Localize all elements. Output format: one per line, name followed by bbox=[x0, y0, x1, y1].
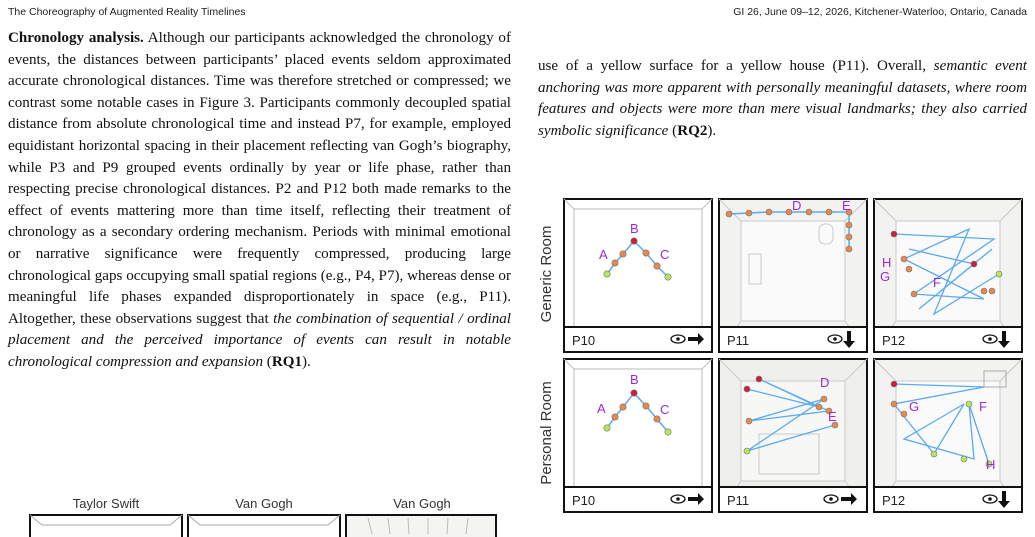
running-header-title: The Choreography of Augmented Reality Timelines bbox=[8, 6, 246, 18]
event-label: A bbox=[599, 247, 608, 262]
figure-title-van-gogh: Van Gogh bbox=[235, 496, 293, 511]
paragraph-tail-close: ). bbox=[707, 122, 717, 139]
paragraph-emphasis: the combination of sequential / ordinal placement and the perceived importance of events can result in notable chronological compression and expansion bbox=[8, 310, 511, 370]
left-column-text bbox=[8, 28, 511, 374]
event-label: D bbox=[820, 375, 830, 390]
event-label: C bbox=[660, 402, 670, 417]
participant-label: P11 bbox=[727, 333, 750, 348]
event-label: H bbox=[986, 457, 996, 472]
chronology-figure bbox=[28, 494, 498, 537]
participant-label: P12 bbox=[882, 493, 906, 508]
chronology-panel bbox=[30, 515, 182, 537]
event-label: D bbox=[792, 198, 802, 213]
participant-label: P10 bbox=[572, 333, 596, 348]
event-label: E bbox=[828, 409, 837, 424]
panel-personal-p12 bbox=[874, 359, 1022, 512]
section-runin-heading: Chronology analysis. bbox=[8, 30, 144, 46]
event-label: B bbox=[630, 372, 639, 387]
event-label: C bbox=[660, 247, 670, 262]
room-placement-figure bbox=[534, 196, 1024, 516]
panel-personal-p11 bbox=[719, 359, 867, 512]
panel-personal-p10 bbox=[564, 359, 712, 512]
paragraph-body: Although our participants acknowledged the chronology of events, the distances between participants’ placed events seldom approximated accurate chronological distances. Time was therefore stretched or compressed; we contrast some notable cases in Figure 3. Participants commonly decoupled spatial distance from absolute chronological time and instead P7, for example, employed equidistant horizontal spacing in their placement reflecting van Gogh’s biography, while P3 and P9 grouped events ordinally by year or life phase, rather than respecting precise chronological distances. P2 and P12 both made remarks to the effect of events mattering more than time itself, reflecting their treatment of chronology as a secondary ordering mechanism. Periods with minimal emotional or narrative significance were frequently compressed, producing large chronological gaps occupying small spatial regions (e.g., P4, P7), whereas dense or meaningful life phases expanded disproportionately in space (e.g., P11). Altogether, these observations suggest that bbox=[8, 30, 512, 327]
event-label: B bbox=[630, 221, 639, 236]
event-label: F bbox=[979, 399, 987, 414]
paragraph-tail-close: ). bbox=[302, 353, 311, 370]
event-label: G bbox=[880, 269, 891, 284]
event-label: F bbox=[933, 275, 941, 290]
panel-generic-p12 bbox=[874, 199, 1022, 352]
event-label: H bbox=[882, 255, 892, 270]
paragraph-tail: ( bbox=[668, 122, 678, 139]
research-question-ref: RQ2 bbox=[677, 122, 708, 139]
row-label-generic: Generic Room bbox=[538, 225, 555, 323]
figure-title-taylor-swift: Taylor Swift bbox=[72, 496, 140, 511]
event-label: G bbox=[909, 399, 920, 414]
participant-label: P11 bbox=[727, 493, 750, 508]
right-column-text bbox=[538, 56, 1027, 142]
chronology-panel bbox=[346, 515, 496, 537]
participant-label: P10 bbox=[572, 493, 596, 508]
paragraph-tail: ( bbox=[263, 353, 272, 370]
participant-label: P12 bbox=[882, 333, 906, 348]
panel-generic-p10 bbox=[564, 199, 712, 352]
paragraph-emphasis: semantic event anchoring was more apparent with personally meaningful datasets, where room features and objects were more than mere visual landmarks; they also carried symbolic significance bbox=[538, 58, 1027, 139]
panel-generic-p11 bbox=[719, 198, 867, 352]
event-label: E bbox=[842, 198, 851, 213]
chronology-panel bbox=[188, 515, 340, 537]
running-header-venue: GI 26, June 09–12, 2026, Kitchener-Waterloo, Ontario, Canada bbox=[733, 6, 1027, 18]
figure-title-van-gogh-2: Van Gogh bbox=[393, 496, 451, 511]
event-label: A bbox=[597, 401, 606, 416]
paragraph-body: use of a yellow surface for a yellow house (P11). Overall, bbox=[538, 58, 934, 74]
research-question-ref: RQ1 bbox=[271, 353, 303, 370]
row-label-personal: Personal Room bbox=[538, 381, 555, 485]
